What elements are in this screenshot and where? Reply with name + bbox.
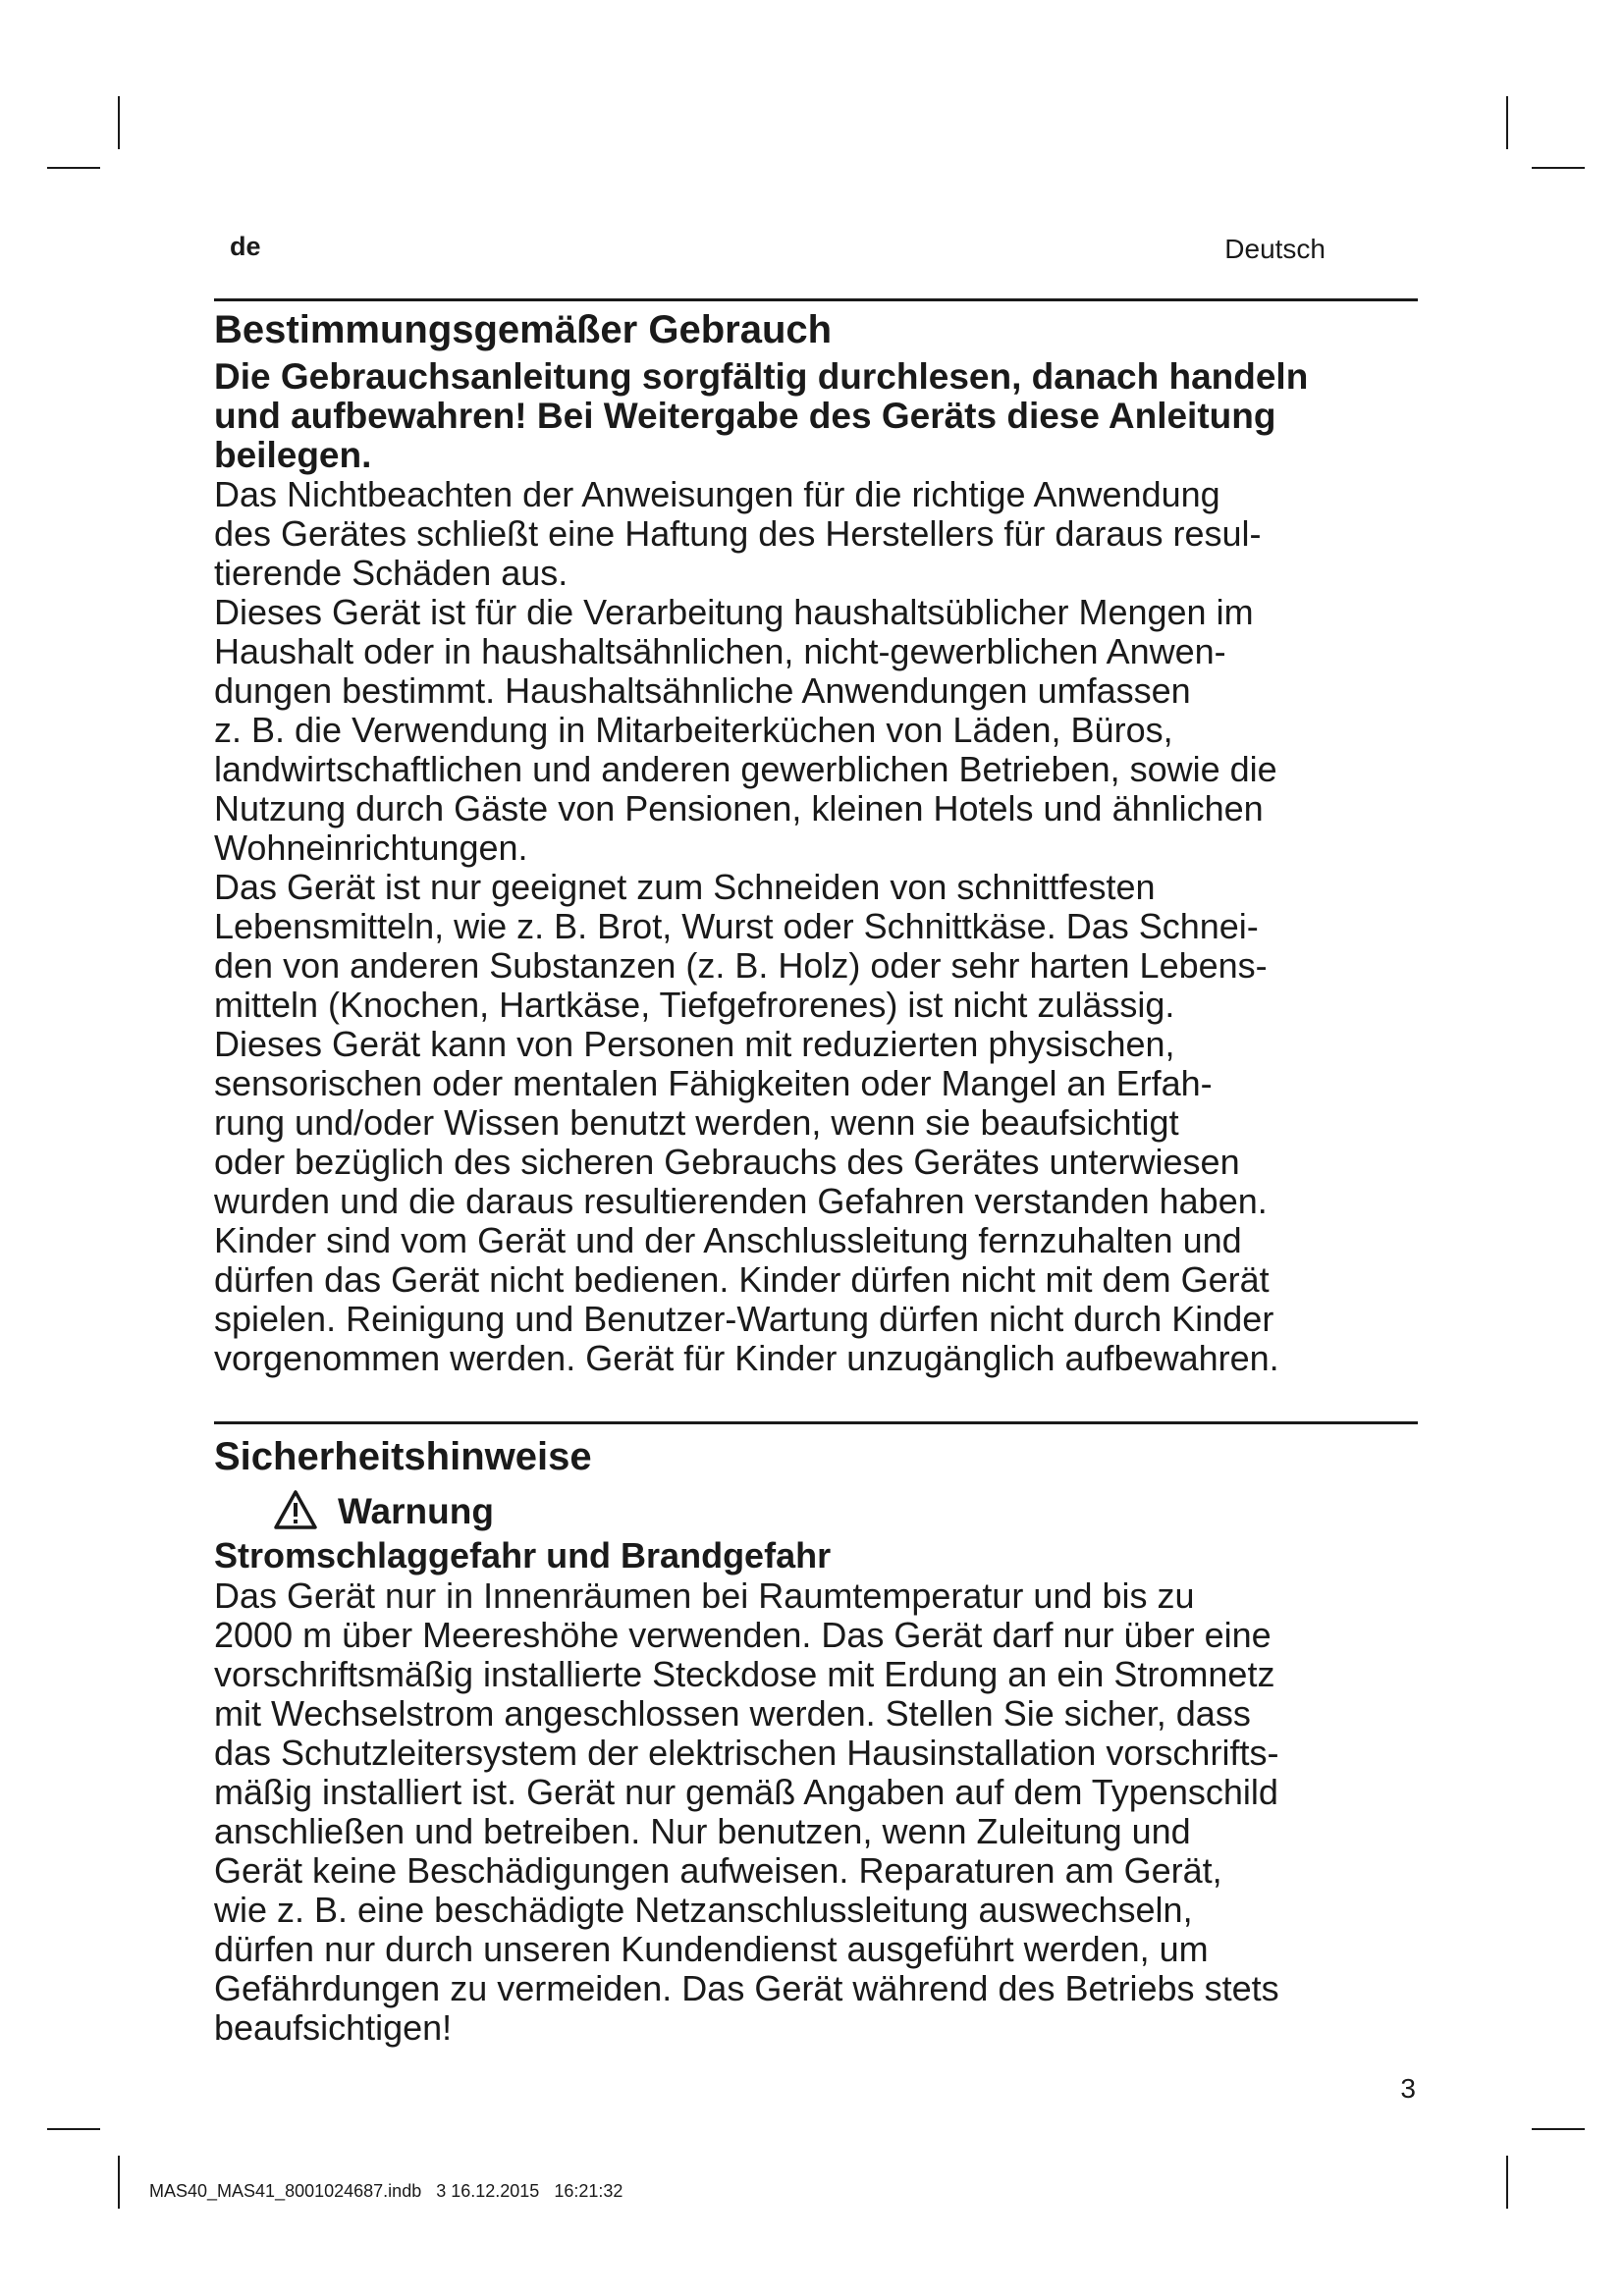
body-line: dürfen nur durch unseren Kundendienst ausgeführt werden, um: [214, 1929, 1209, 1969]
body-line: rung und/oder Wissen benutzt werden, wenn sie beaufsichtigt: [214, 1102, 1179, 1143]
print-slug: MAS40_MAS41_8001024687.indb 3 16.12.2015 16:21:32: [149, 2181, 623, 2201]
body-line: Haushalt oder in haushaltsähnlichen, nicht-gewerblichen Anwen-: [214, 631, 1226, 671]
body-line: z. B. die Verwendung in Mitarbeiterküchen von Läden, Büros,: [214, 710, 1173, 750]
warning-triangle-icon: [273, 1489, 338, 1535]
body-line: anschließen und betreiben. Nur benutzen, wenn Zuleitung und: [214, 1811, 1191, 1851]
body-line: das Schutzleitersystem der elektrischen Hausinstallation vorschrifts-: [214, 1733, 1279, 1773]
section-heading: Bestimmungsgemäßer Gebrauch: [214, 308, 833, 351]
body-line: Wohneinrichtungen.: [214, 828, 528, 868]
body-line: tierende Schäden aus.: [214, 553, 568, 593]
crop-mark-bottom-right-horizontal: [1532, 2128, 1585, 2130]
header-rule: [214, 298, 1418, 301]
crop-mark-top-left-horizontal: [47, 167, 100, 169]
body-line: Dieses Gerät ist für die Verarbeitung haushaltsüblicher Mengen im: [214, 592, 1254, 632]
section-intended-use: [214, 306, 1432, 1378]
body-line: dungen bestimmt. Haushaltsähnliche Anwendungen umfassen: [214, 670, 1191, 711]
body-line: Das Nichtbeachten der Anweisungen für die richtige Anwendung: [214, 474, 1220, 514]
lead-text: [214, 357, 1432, 475]
body-line: Gerät keine Beschädigungen aufweisen. Reparaturen am Gerät,: [214, 1850, 1222, 1891]
body-text: [214, 475, 1432, 1378]
body-line: Dieses Gerät kann von Personen mit reduzierten physischen,: [214, 1024, 1175, 1064]
body-line: sensorischen oder mentalen Fähigkeiten oder Mangel an Erfah-: [214, 1063, 1213, 1103]
body-line: spielen. Reinigung und Benutzer-Wartung dürfen nicht durch Kinder: [214, 1299, 1274, 1339]
body-line: Nutzung durch Gäste von Pensionen, kleinen Hotels und ähnlichen: [214, 788, 1264, 828]
crop-mark-bottom-right-vertical: [1506, 2156, 1508, 2209]
body-line: oder bezüglich des sicheren Gebrauchs des Gerätes unterwiesen: [214, 1142, 1240, 1182]
body-line: den von anderen Substanzen (z. B. Holz) oder sehr harten Lebens-: [214, 945, 1268, 986]
crop-mark-top-right-vertical: [1506, 96, 1508, 149]
body-line: wie z. B. eine beschädigte Netzanschlussleitung auswechseln,: [214, 1890, 1193, 1930]
body-line: Das Gerät nur in Innenräumen bei Raumtemperatur und bis zu: [214, 1575, 1195, 1616]
body-line: mäßig installiert ist. Gerät nur gemäß Angaben auf dem Typenschild: [214, 1772, 1278, 1812]
lead-line: beilegen.: [214, 435, 372, 475]
warning-label: Warnung: [338, 1491, 494, 1531]
body-line: Lebensmitteln, wie z. B. Brot, Wurst oder Schnittkäse. Das Schnei-: [214, 906, 1259, 946]
hazard-subheading: Stromschlaggefahr und Brandgefahr: [214, 1535, 832, 1575]
section-safety-notes: [214, 1433, 1432, 2048]
body-line: des Gerätes schließt eine Haftung des Herstellers für daraus resul-: [214, 513, 1262, 554]
body-line: Gefährdungen zu vermeiden. Das Gerät während des Betriebs stets: [214, 1968, 1279, 2008]
warning-row: [273, 1488, 1432, 1535]
section-divider-rule: [214, 1421, 1418, 1424]
language-title: Deutsch: [1224, 234, 1326, 264]
crop-mark-bottom-left-vertical: [118, 2156, 120, 2209]
language-code: de: [230, 232, 261, 261]
crop-mark-top-left-vertical: [118, 96, 120, 149]
crop-mark-bottom-left-horizontal: [47, 2128, 100, 2130]
body-line: Kinder sind vom Gerät und der Anschlussleitung fernzuhalten und: [214, 1220, 1242, 1260]
body-line: vorgenommen werden. Gerät für Kinder unzugänglich aufbewahren.: [214, 1338, 1279, 1378]
body-line: landwirtschaftlichen und anderen gewerblichen Betrieben, sowie die: [214, 749, 1277, 789]
page-number: 3: [1400, 2073, 1416, 2104]
body-line: dürfen das Gerät nicht bedienen. Kinder dürfen nicht mit dem Gerät: [214, 1259, 1270, 1300]
body-line: beaufsichtigen!: [214, 2007, 453, 2048]
section-heading: Sicherheitshinweise: [214, 1435, 592, 1478]
lead-line: Die Gebrauchsanleitung sorgfältig durchlesen, danach handeln: [214, 356, 1309, 397]
lead-line: und aufbewahren! Bei Weitergabe des Geräts diese Anleitung: [214, 396, 1276, 436]
body-line: Das Gerät ist nur geeignet zum Schneiden von schnittfesten: [214, 867, 1156, 907]
body-line: 2000 m über Meereshöhe verwenden. Das Gerät darf nur über eine: [214, 1615, 1272, 1655]
crop-mark-top-right-horizontal: [1532, 167, 1585, 169]
body-line: vorschriftsmäßig installierte Steckdose mit Erdung an ein Stromnetz: [214, 1654, 1275, 1694]
body-text: [214, 1576, 1432, 2048]
body-line: mitteln (Knochen, Hartkäse, Tiefgefrorenes) ist nicht zulässig.: [214, 985, 1175, 1025]
body-line: mit Wechselstrom angeschlossen werden. Stellen Sie sicher, dass: [214, 1693, 1251, 1734]
body-line: wurden und die daraus resultierenden Gefahren verstanden haben.: [214, 1181, 1268, 1221]
